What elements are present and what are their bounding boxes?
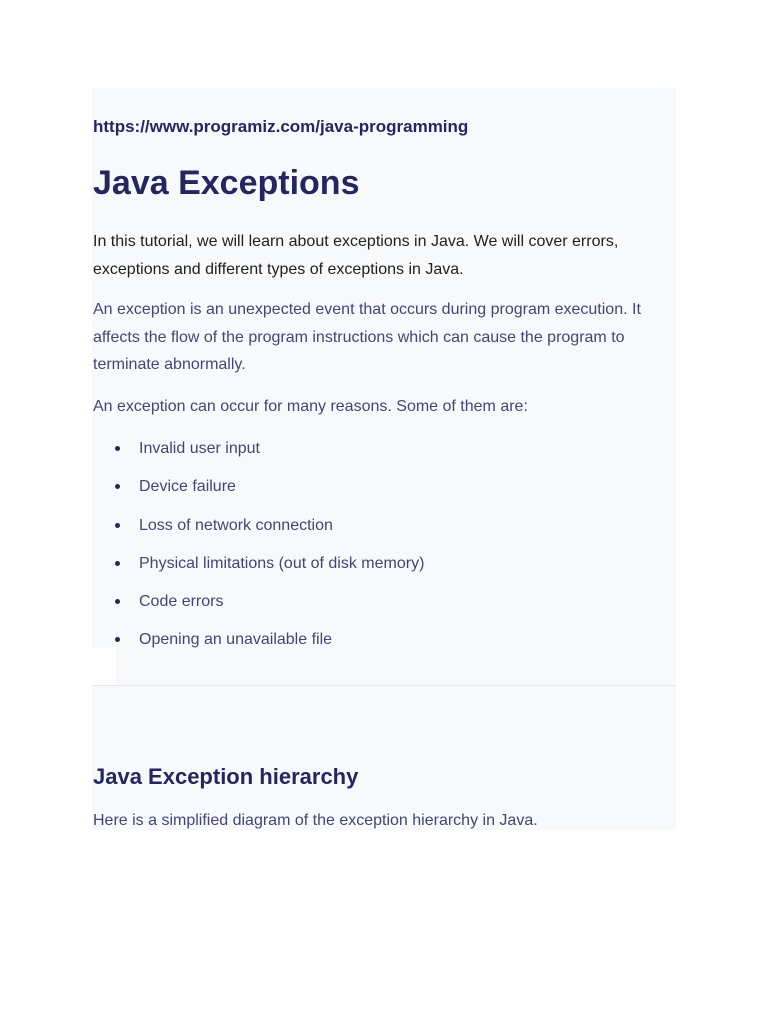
list-item <box>93 551 424 589</box>
hierarchy-intro-paragraph: Here is a simplified diagram of the exception hierarchy in Java. <box>93 812 538 829</box>
list-item <box>93 589 424 627</box>
exception-definition-paragraph: An exception is an unexpected event that occurs during program execution. It affects the flow of the program instructions which can cause the program to terminate abnormally. <box>93 301 641 373</box>
list-item <box>93 436 424 474</box>
page-title: Java Exceptions <box>93 164 360 202</box>
bullet-icon <box>115 637 120 642</box>
bullet-icon <box>115 484 120 489</box>
bullet-icon <box>115 446 120 451</box>
list-item <box>93 513 424 551</box>
source-url-link[interactable]: https://www.programiz.com/java-programming <box>93 117 469 136</box>
list-item-text: Invalid user input <box>139 440 260 457</box>
list-item <box>93 627 424 665</box>
bullet-icon <box>115 599 120 604</box>
list-item-text: Loss of network connection <box>139 516 333 534</box>
list-item-text: Code errors <box>139 593 224 611</box>
intro-paragraph: In this tutorial, we will learn about exceptions in Java. We will cover errors, exceptions and different types of exceptions in Java. <box>93 233 619 278</box>
bullet-icon <box>115 523 120 528</box>
reasons-list <box>93 436 424 666</box>
list-item-text: Device failure <box>139 478 236 496</box>
list-item <box>93 474 424 512</box>
section-divider <box>92 685 676 686</box>
bullet-icon <box>115 561 120 566</box>
section-heading: Java Exception hierarchy <box>93 764 359 789</box>
reasons-intro-paragraph: An exception can occur for many reasons. Some of them are: <box>93 398 528 415</box>
list-item-text: Opening an unavailable file <box>139 631 333 649</box>
list-item-text: Physical limitations (out of disk memory) <box>139 554 425 572</box>
